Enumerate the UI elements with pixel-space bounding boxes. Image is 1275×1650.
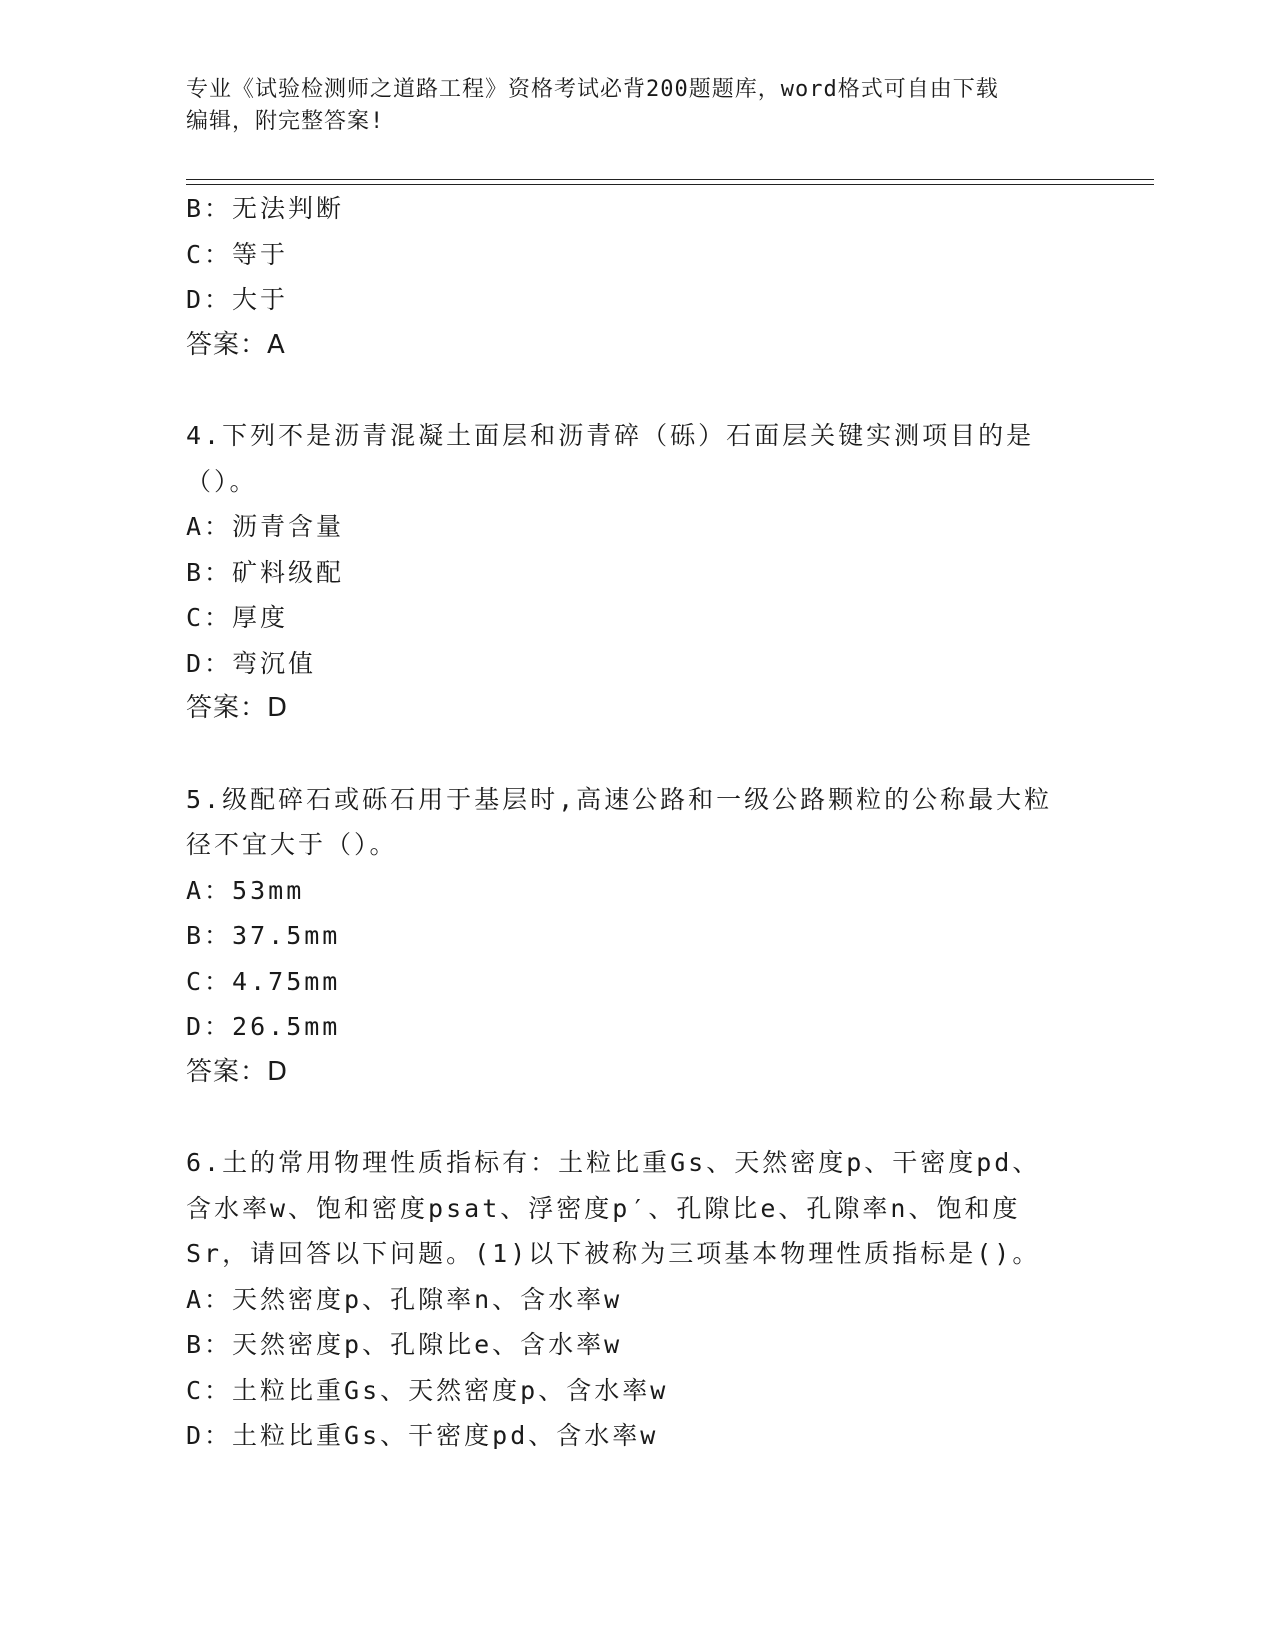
question-title-line: 5.级配碎石或砾石用于基层时,高速公路和一级公路颗粒的公称最大粒 xyxy=(186,784,1053,814)
document-header xyxy=(186,74,1066,138)
option-c: C：等于 xyxy=(186,239,289,269)
option-c: C：厚度 xyxy=(186,603,289,632)
question-block-6 xyxy=(186,1140,1086,1459)
question-title-line: 6.土的常用物理性质指标有：土粒比重Gs、天然密度p、干密度pd、 xyxy=(186,1148,1041,1177)
question-block-3 xyxy=(186,186,1086,368)
question-block-4 xyxy=(186,413,1086,732)
option-b: B：37.5mm xyxy=(186,921,341,950)
header-line-1: 专业《试验检测师之道路工程》资格考试必背200题题库，word格式可自由下载 xyxy=(186,77,999,102)
question-title-line: 径不宜大于（）。 xyxy=(186,830,398,859)
question-block-5 xyxy=(186,777,1086,1096)
option-d: D：26.5mm xyxy=(186,1012,341,1041)
option-b: B：天然密度p、孔隙比e、含水率w xyxy=(186,1330,623,1359)
question-title-line: 4.下列不是沥青混凝土面层和沥青碎（砾）石面层关键实测项目的是 xyxy=(186,421,1035,450)
option-c: C：4.75mm xyxy=(186,966,341,996)
header-divider-top xyxy=(186,179,1154,180)
option-d: D：大于 xyxy=(186,285,289,314)
option-a: A：53mm xyxy=(186,875,305,905)
option-d: D：弯沉值 xyxy=(186,648,317,678)
option-b: B：无法判断 xyxy=(186,194,345,223)
header-line-2: 编辑，附完整答案! xyxy=(186,109,385,134)
option-a: A：沥青含量 xyxy=(186,512,345,541)
option-d: D：土粒比重Gs、干密度pd、含水率w xyxy=(186,1421,659,1450)
question-title-line: （）。 xyxy=(186,466,258,496)
question-spacer xyxy=(186,732,1086,777)
question-spacer xyxy=(186,368,1086,413)
question-title-line: 含水率w、饱和密度psat、浮密度p′、孔隙比e、孔隙率n、饱和度 xyxy=(186,1193,1021,1223)
question-spacer xyxy=(186,1095,1086,1140)
answer-line: 答案：D xyxy=(186,693,289,723)
header-divider-bottom xyxy=(186,184,1154,185)
question-list xyxy=(186,186,1086,1459)
answer-line: 答案：D xyxy=(186,1056,289,1087)
question-title-line: Sr，请回答以下问题。(1)以下被称为三项基本物理性质指标是()。 xyxy=(186,1239,1041,1268)
option-b: B：矿料级配 xyxy=(186,557,345,587)
option-c: C：土粒比重Gs、天然密度p、含水率w xyxy=(186,1375,669,1405)
answer-line: 答案：A xyxy=(186,329,286,360)
option-a: A：天然密度p、孔隙率n、含水率w xyxy=(186,1284,623,1314)
